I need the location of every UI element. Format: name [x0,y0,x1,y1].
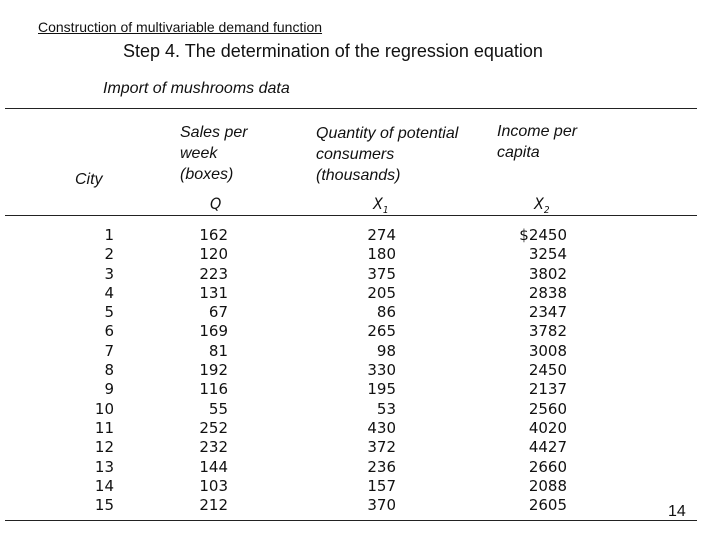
table-cell-x2: 3782 [528,322,567,341]
symbol-x2 [534,194,550,216]
table-cell-x2: 3802 [528,264,567,283]
table-cell-q: 120 [199,245,228,264]
slide-subtitle: Construction of multivariable demand function [38,19,323,35]
table-cell-x2: 2347 [528,303,567,322]
table-cell-x2: $2450 [519,226,567,244]
table-cell-q: 162 [199,226,228,244]
table-cell-x1: 180 [367,245,396,264]
symbol-q: Q [210,194,222,213]
table-cell-x2: 2605 [528,496,567,515]
symbol-x2-subscript: 2 [543,205,550,217]
table-cell-x1: 274 [367,226,396,244]
header-quantity-line3: (thousands) [316,167,401,184]
symbol-x1-letter: X [373,194,383,213]
header-quantity-line1: Quantity of potential [316,125,459,142]
table-cell-x2: 3008 [528,341,567,360]
table-cell-x2: 2088 [528,476,567,495]
table-cell-x2: 4020 [528,418,567,437]
table-cell-q: 252 [199,418,228,437]
column-sales [180,226,228,515]
table-caption: Import of mushrooms data [103,80,290,97]
table-cell-x2: 2660 [528,457,567,476]
table-cell-q: 55 [208,399,228,418]
table-cell-q: 116 [199,380,228,399]
header-quantity [316,123,458,186]
table-header-rule [5,215,697,216]
table-cell-q: 81 [208,341,228,360]
header-income-line1: Income per [497,123,578,140]
table-cell-q: 212 [199,496,228,515]
table-cell-x1: 157 [367,476,396,495]
table-cell-city: 15 [94,496,114,515]
symbol-x1 [373,194,389,216]
table-cell-x1: 98 [376,341,396,360]
header-sales [180,122,248,185]
table-cell-x1: 372 [367,438,396,457]
table-cell-city: 6 [104,322,114,341]
symbol-x1-subscript: 1 [382,205,389,217]
table-cell-q: 232 [199,438,228,457]
table-bottom-rule [5,520,697,521]
table-cell-x1: 86 [376,303,396,322]
header-quantity-line2: consumers [316,146,395,163]
table-cell-city: 9 [104,380,114,399]
table-cell-x2: 2450 [528,361,567,380]
header-income [497,121,577,163]
table-cell-x1: 330 [367,361,396,380]
table-top-rule [5,108,697,109]
page-number: 14 [668,503,686,520]
header-sales-line1: Sales per [180,124,248,141]
table-cell-x1: 195 [367,380,396,399]
table-cell-q: 103 [199,476,228,495]
table-cell-city: 13 [94,457,114,476]
column-quantity [340,226,396,515]
table-cell-city: 4 [104,283,114,302]
header-city: City [75,171,103,188]
column-city [80,226,114,515]
table-cell-city: 3 [104,264,114,283]
symbol-x2-letter: X [534,194,544,213]
table-cell-city: 11 [94,418,114,437]
table-cell-x1: 236 [367,457,396,476]
table-cell-city: 8 [104,361,114,380]
table-cell-q: 144 [199,457,228,476]
table-cell-q: 223 [199,264,228,283]
table-cell-x2: 2560 [528,399,567,418]
column-income [505,226,567,515]
header-sales-line2: week [180,145,218,162]
table-cell-x1: 430 [367,418,396,437]
table-cell-q: 169 [199,322,228,341]
header-income-line2: capita [497,144,540,161]
table-cell-q: 192 [199,361,228,380]
table-cell-x1: 370 [367,496,396,515]
header-sales-line3: (boxes) [180,166,234,183]
table-cell-x1: 205 [367,283,396,302]
table-cell-q: 67 [208,303,228,322]
table-cell-x2: 2137 [528,380,567,399]
table-cell-x2: 4427 [528,438,567,457]
table-cell-q: 131 [199,283,228,302]
table-cell-city: 14 [94,476,114,495]
table-cell-x2: 2838 [528,283,567,302]
table-cell-city: 12 [94,438,114,457]
table-cell-x1: 53 [376,399,396,418]
slide-title: Step 4. The determination of the regression equation [123,41,543,61]
table-cell-city: 1 [104,226,114,244]
table-cell-x2: 3254 [528,245,567,264]
table-cell-city: 2 [104,245,114,264]
table-cell-city: 5 [104,303,114,322]
table-cell-x1: 265 [367,322,396,341]
table-cell-x1: 375 [367,264,396,283]
table-cell-city: 10 [94,399,114,418]
table-cell-city: 7 [104,341,114,360]
